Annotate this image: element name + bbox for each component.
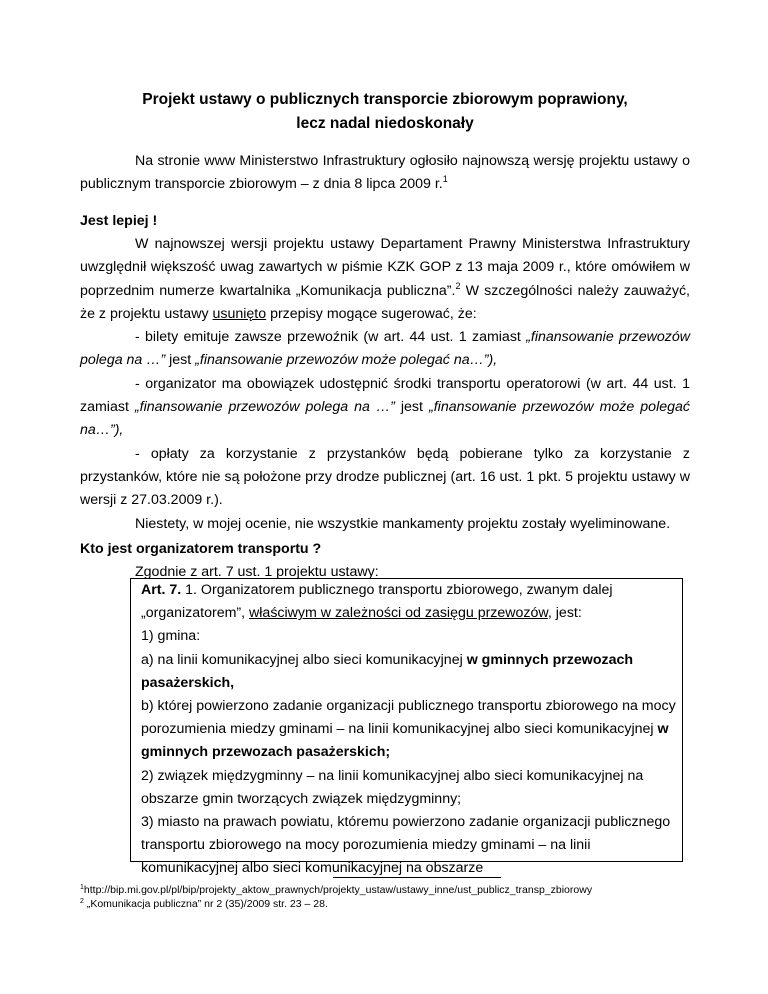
footnote-separator — [333, 877, 501, 878]
document-title — [80, 88, 690, 136]
title-line-1: Projekt ustawy o publicznych transporcie zbiorowym poprawiony, — [142, 91, 628, 108]
article-item-3: 3) miasto na prawach powiatu, któremu powierzono zadanie organizacji publicznego transportu zbiorowego na mocy porozumienia miedzy gminami – na linii komunikacyjnej albo sieci komunikacyjnej na obszarze — [141, 814, 671, 877]
intro-text: Na stronie www Ministerstwo Infrastruktury ogłosiło najnowszą wersję projektu ustawy o publicznym transporcie zbiorowym – z dnia 8 lipca 2009 r. — [80, 153, 690, 193]
footnote-ref-1[interactable]: 1 — [442, 174, 448, 185]
section-heading-organizer: Kto jest organizatorem transportu ? — [80, 541, 322, 557]
bullet-tickets: - bilety emituje zawsze przewoźnik (w art. 44 ust. 1 zamiast „finansowanie przewozów polega na …” jest „finansowanie przewozów może polegać na…”), — [80, 329, 690, 369]
section1-paragraph: W najnowszej wersji projektu ustawy Departament Prawny Ministerstwa Infrastruktury uwzględnił większość uwag zawartych w piśmie KZK GOP z 13 maja 2009 r., które omówiłem w poprzednim numerze kwartalnika „Komunikacja publiczna”.$^2$ W szczególności należy zauważyć, że z projektu ustawy usunięto przepisy mogące sugerować, że: — [80, 236, 690, 322]
underlined-word: usunięto — [212, 305, 267, 322]
section1-body — [80, 233, 690, 536]
bullet-vehicles: - organizator ma obowiązek udostępnić środki transportu operatorowi (w art. 44 ust. 1 zamiast „finansowanie przewozów polega na …” jest „finansowanie przewozów może polegać na…”), — [80, 375, 690, 439]
article-lead: Zgodnie z art. 7 ust. 1 projektu ustawy: — [135, 564, 379, 580]
section-heading-better: Jest lepiej ! — [80, 213, 158, 229]
footnote-1: $^1$http://bip.mi.gov.pl/pl/bip/projekty_aktow_prawnych/projekty_ustaw/ustawy_inne/ust_publicz_transp_zbiorowy — [80, 884, 593, 896]
intro-paragraph — [80, 150, 690, 197]
footnote-1-link[interactable]: http://bip.mi.gov.pl/pl/bip/projekty_aktow_prawnych/projekty_ustaw/ustawy_inne/ust_publicz_transp_zbiorowy — [83, 884, 593, 896]
bullet-stop-fees: - opłaty za korzystanie z przystanków będą pobierane tylko za korzystanie z przystanków, które nie są położone przy drodze publicznej (art. 16 ust. 1 pkt. 5 projektu ustawy w wersji z 27.03.2009 r.). — [80, 445, 690, 509]
article-quote-box — [130, 578, 683, 877]
article-item-2: 2) związek międzygminny – na linii komunikacyjnej albo sieci komunikacyjnej na obszarze gmin tworzących związek międzygminny; — [141, 767, 644, 807]
article-item-1: 1) gmina: — [141, 628, 201, 645]
closing-paragraph: Niestety, w mojej ocenie, nie wszystkie mankamenty projektu zostały wyeliminowane. — [135, 515, 671, 532]
article-item-1a: a) na linii komunikacyjnej albo sieci komunikacyjnej w gminnych przewozach pasażerskich, — [141, 651, 634, 691]
article-intro: Art. 7. 1. Organizatorem publicznego transportu zbiorowego, zwanym dalej „organizatorem”, właściwym w zależności od zasięgu przewozów, jest: — [141, 582, 613, 622]
title-line-2: lecz nadal niedoskonały — [296, 115, 474, 132]
footnote-2: $^2$ „Komunikacja publiczna” nr 2 (35)/2009 str. 23 – 28. — [80, 898, 328, 910]
article-item-1b: b) której powierzono zadanie organizacji publicznego transportu zbiorowego na mocy porozumienia miedzy gminami – na linii komunikacyjnej albo sieci komunikacyjnej w gminnych przewozach pasażerskich; — [141, 698, 676, 761]
footnote-ref-2[interactable]: 2 — [455, 280, 461, 291]
article-label: Art. 7. — [141, 582, 182, 598]
